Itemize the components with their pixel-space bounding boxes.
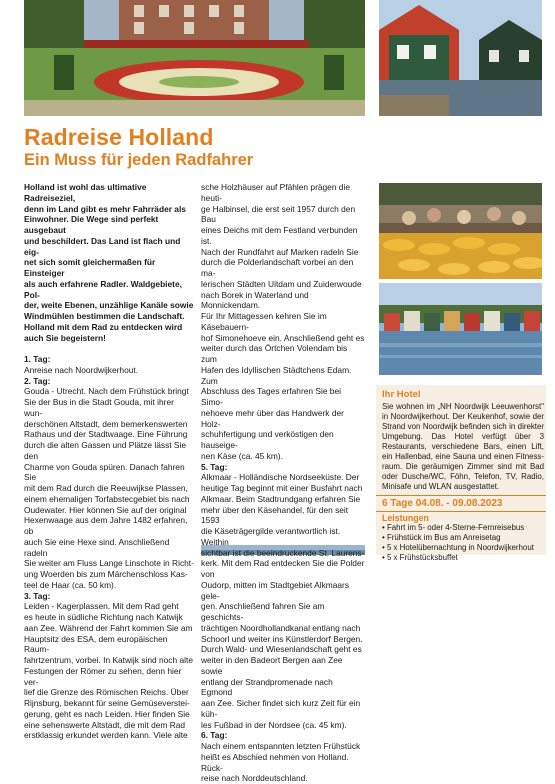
text-line: durch die alten Gassen und Plätze lässt Sie den (24, 440, 187, 461)
text-column-1 (24, 182, 194, 741)
intro-line: als auch erfahrene Radler. Waldgebiete, Pol- (24, 278, 182, 300)
text-line: Für Ihr Mittagessen kehren Sie im Käsebauern- (201, 311, 327, 332)
text-line: auch Sie eine Hexe sind. Anschließend radeln (24, 536, 170, 558)
leistungen-heading: Leistungen (382, 513, 429, 523)
hotel-description: Sie wohnen im „NH Noordwijk Leeuwenhorst" in Noordwijkerhout. Der Keukenhof, sowie der Strand von Noordwijk befinden sich in direkter Umgebung. Das Hotel verfügt über 3 Restaurants, verschiedene Bars, einen Lift, ein Hallenbad, eine Sauna und einen Fitness-raum. Die geräumigen Zimmer sind mit Bad oder Dusche/WC, Föhn, Telefon, TV, Radio, Minisafe und WLAN ausgestattet. (382, 402, 544, 491)
text-line: sichtbar ist die beeindruckende St. Laurens- (201, 547, 365, 558)
text-line: heißt es Abschied nehmen von Holland. Rück- (201, 751, 349, 773)
text-line: Anreise nach Noordwijkerhout. (24, 364, 139, 375)
text-line: Durch Wald- und Wiesenlandschaft geht es (201, 644, 362, 655)
intro-line: net sich somit gleichermaßen für Einsteiger (24, 257, 156, 278)
text-line: nen Käse (ca. 45 km). (201, 450, 283, 461)
text-line: Hauptsitz des ESA, dem europäischen Raum- (24, 633, 168, 655)
day-heading: 2. Tag: (24, 375, 51, 386)
text-line: Alkmaar. Beim Stadtrundgang erfahren Sie (201, 493, 361, 504)
text-line: ung Woerden bis zum Märchenschloss Kas- (24, 569, 188, 579)
day-heading: 1. Tag: (24, 354, 51, 364)
hotel-heading: Ihr Hotel (382, 389, 421, 400)
text-line: mehr über den Käsehandel, für den seit 1593 (201, 504, 349, 526)
intro-line: Windmühlen bestimmen die Landschaft. (24, 311, 185, 321)
intro-line: der, weite Ebenen, unzählige Kanäle sowie (24, 300, 194, 311)
page-title: Radreise Holland (24, 124, 214, 150)
day-heading: 5. Tag: (201, 461, 228, 472)
text-line: lerischen Städten Uitdam und Zuiderwoude (201, 278, 362, 289)
text-line: gerung, geht es nach Leiden. Hier finden Sie (24, 708, 190, 719)
cheese-market-photo (379, 183, 542, 279)
day-heading: 3. Tag: (24, 590, 51, 601)
text-line: weiter durch das Örtchen Volendam bis zum (201, 343, 348, 364)
text-line: reise nach Norddeutschland. (201, 773, 308, 784)
divider (376, 495, 546, 496)
text-line: Sie weiter am Fluss Lange Linschote in Richt- (24, 558, 194, 569)
text-line: eines Deichs mit dem Festland verbunden ist. (201, 225, 358, 246)
text-line: Oudorp, mitten im Stadtgebiet Alkmaars gele- (201, 579, 350, 601)
text-line: mit dem Rad durch die Reeuwijkse Plassen, (24, 483, 188, 493)
dutch-village-canal-photo (379, 0, 542, 116)
text-line: Hexenwaage aus dem Jahre 1482 erfahren, ob (24, 515, 188, 536)
text-line: Sie der Bus in die Stadt Gouda, mit ihrer wun- (24, 397, 174, 418)
list-item: • Frühstück im Bus am Anreisetag (382, 532, 501, 542)
travel-dates: 6 Tage 04.08. - 09.08.2023 (382, 498, 503, 509)
text-line: Rijnsburg, bekannt für seine Gemüseverstei- (24, 698, 190, 708)
text-line: einem ehemaligen Torfabstecgebiet bis nach (24, 493, 190, 504)
text-line: Charme von Gouda spüren. Danach fahren Sie (24, 461, 185, 483)
text-line: Nach einem entspannten letzten Frühstück (201, 741, 361, 751)
page-subtitle: Ein Muss für jeden Radfahrer (24, 151, 254, 169)
text-line: durch die Polderlandschaft vorbei an den ma- (201, 257, 354, 278)
text-line: die Käseträgergilde verantwortlich ist. Weithin (201, 526, 341, 547)
intro-line: Holland ist wohl das ultimative Radreiseziel, (24, 182, 147, 203)
text-line: Nach der Rundfahrt auf Marken radeln Sie (201, 246, 359, 257)
text-column-2 (201, 182, 365, 784)
text-line: Alkmaar - Holländische Nordseeküste. Der (201, 472, 360, 483)
text-line: es heute in südliche Richtung nach Katwijk (24, 612, 183, 622)
divider (376, 511, 546, 512)
text-line: weiter in den Badeort Bergen aan Zee sowie (201, 655, 343, 676)
text-line: les Fußbad in der Nordsee (ca. 45 km). (201, 719, 347, 730)
text-line: teel de Haar (ca. 50 km). (24, 579, 117, 590)
list-item: • 5 x Hotelübernachtung in Noordwijkerhout (382, 542, 534, 552)
text-line: Rathaus und der Stadtwaage. Eine Führung (24, 429, 188, 440)
intro-line: Einwohner. Die Wege sind perfekt ausgebaut (24, 214, 159, 235)
text-line: nehoeve mehr über das Handwerk der Holz- (201, 407, 344, 429)
text-line: entlang der Strandpromenade nach Egmond (201, 676, 333, 698)
text-line: heutige Tag beginnt mit einer Busfahrt nach (201, 483, 363, 493)
paragraph-gap (24, 343, 194, 354)
text-line: nach Borek in Waterland und Monnickendam. (201, 289, 309, 311)
list-item: • 5 x Frühstücksbuffet (382, 552, 458, 562)
text-line: Schoorl und weiter ins Künstlerdorf Bergen. (201, 633, 363, 644)
harbour-houses-photo (379, 283, 542, 375)
text-line: lief die Grenze des Römischen Reichs. Über (24, 687, 189, 698)
text-line: Oudewater. Hier können Sie auf der original (24, 504, 187, 515)
text-line: sche Holzhäuser auf Pfählen prägen die heuti- (201, 182, 350, 203)
intro-line: und beschildert. Das Land ist flach und eig- (24, 235, 181, 257)
text-line: Gouda - Utrecht. Nach dem Frühstück bringt (24, 386, 189, 397)
text-line: aan Zee. Sicher findet sich kurz Zeit für ein küh- (201, 698, 361, 719)
day-heading: 6. Tag: (201, 730, 228, 741)
intro-line: Holland mit dem Rad zu entdecken wird (24, 321, 183, 332)
text-line: Abschluss des Tages erfahren Sie bei Simo- (201, 386, 341, 407)
text-line: ge Halbinsel, die erst seit 1957 durch den Bau (201, 203, 356, 225)
text-line: fahrtzentrum, vorbei. In Katwijk sind noch alte (24, 655, 193, 665)
intro-line: denn im Land gibt es mehr Fahrräder als (24, 203, 186, 214)
text-line: trächtigen Noordhollandkanal entlang nach (201, 622, 361, 633)
text-line: hof Simonehoeve ein. Anschließend geht es (201, 332, 365, 343)
leistungen-list (382, 523, 546, 563)
list-item: • Fahrt im 5- oder 4-Sterne-Fernreisebus (382, 523, 525, 532)
text-line: schuhfertigung und verköstigen den hauseige- (201, 429, 334, 450)
text-line: Hafen des Idyllischen Städtchens Edam. Zum (201, 364, 352, 386)
text-line: aan Zee. Während der Fahrt kommen Sie am (24, 622, 193, 633)
text-line: Leiden - Kagerplassen. Mit dem Rad geht (24, 601, 179, 612)
text-line: Festungen der Römer zu sehen, denn hier ver- (24, 665, 182, 687)
text-line: eine sehenswerte Altstadt, die mit dem Rad (24, 719, 186, 730)
text-line: erstklassig erkundet werden kann. Viele alte (24, 730, 188, 741)
text-line: derschönen Altstadt, dem bemerkenswerten (24, 418, 188, 429)
intro-line: auch Sie begeistern! (24, 332, 106, 343)
text-line: kerk. Mit dem Rad entdecken Sie die Polder von (201, 558, 365, 579)
text-line: gen. Anschließend fahren Sie am geschichts- (201, 601, 325, 622)
castle-garden-photo (24, 0, 365, 116)
